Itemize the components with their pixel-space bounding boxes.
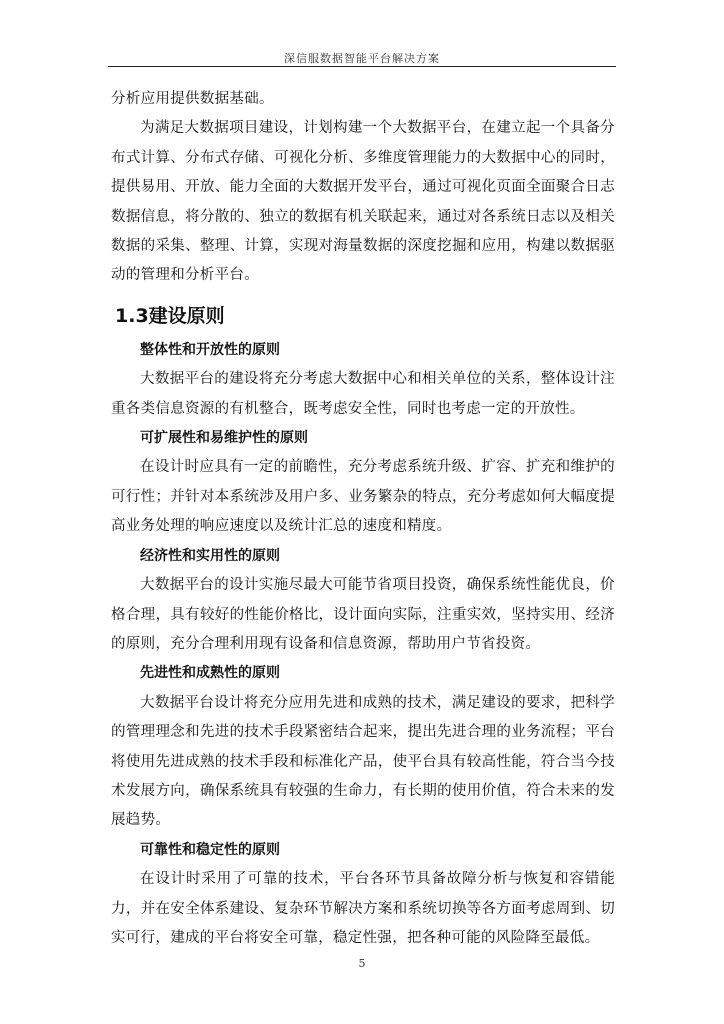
paragraph-reliability-stability: 在设计时采用了可靠的技术，平台各环节具备故障分析与恢复和容错能力，并在安全体系建设、复杂环节解决方案和系统切换等各方面考虑周到、切实可行，建成的平台将安全可靠，稳定性强，把各种可能的风险降至最低。: [111, 871, 615, 946]
paragraph-integrity-openness: 大数据平台的建设将充分考虑大数据中心和相关单位的关系，整体设计注重各类信息资源的有机整合，既考虑安全性，同时也考虑一定的开放性。: [111, 371, 615, 417]
page-number: 5: [358, 957, 366, 970]
section-heading-construction-principles: 1.3建设原则: [115, 304, 225, 327]
header-divider: [108, 66, 616, 67]
subheading-integrity-openness: 整体性和开放性的原则: [140, 341, 280, 358]
paragraph-scalability-maintainability: 在设计时应具有一定的前瞻性，充分考虑系统升级、扩容、扩充和维护的可行性；并针对本系统涉及用户多、业务繁杂的特点，充分考虑如何大幅度提高业务处理的响应速度以及统计汇总的速度和精度。: [111, 459, 615, 535]
paragraph-economy-practicality: 大数据平台的设计实施尽最大可能节省项目投资，确保系统性能优良，价格合理，具有较好的性能价格比，设计面向实际，注重实效，坚持实用、经济的原则，充分合理利用现有设备和信息资源，帮助用户节省投资。: [111, 577, 615, 652]
paragraph-platform-plan: 为满足大数据项目建设，计划构建一个大数据平台，在建立起一个具备分布式计算、分布式存储、可视化分析、多维度管理能力的大数据中心的同时，提供易用、开放、能力全面的大数据开发平台，通过可视化页面全面聚合日志数据信息，将分散的、独立的数据有机关联起来，通过对各系统日志以及相关数据的采集、整理、计算，实现对海量数据的深度挖掘和应用，构建以数据驱动的管理和分析平台。: [111, 120, 615, 284]
running-header: 深信服数据智能平台解决方案: [284, 52, 440, 65]
subheading-scalability-maintainability: 可扩展性和易维护性的原则: [140, 430, 308, 447]
paragraph-continuation: 分析应用提供数据基础。: [111, 91, 274, 107]
paragraph-advancement-maturity: 大数据平台设计将充分应用先进和成熟的技术，满足建设的要求，把科学的管理理念和先进的技术手段紧密结合起来，提出先进合理的业务流程；平台将使用先进成熟的技术手段和标准化产品，使平台具有较高性能，符合当今技术发展方向，确保系统具有较强的生命力，有长期的使用价值，符合未来的发展趋势。: [111, 694, 615, 829]
subheading-economy-practicality: 经济性和实用性的原则: [140, 547, 280, 564]
subheading-reliability-stability: 可靠性和稳定性的原则: [140, 841, 280, 858]
page-body: [111, 85, 615, 953]
subheading-advancement-maturity: 先进性和成熟性的原则: [140, 665, 280, 682]
